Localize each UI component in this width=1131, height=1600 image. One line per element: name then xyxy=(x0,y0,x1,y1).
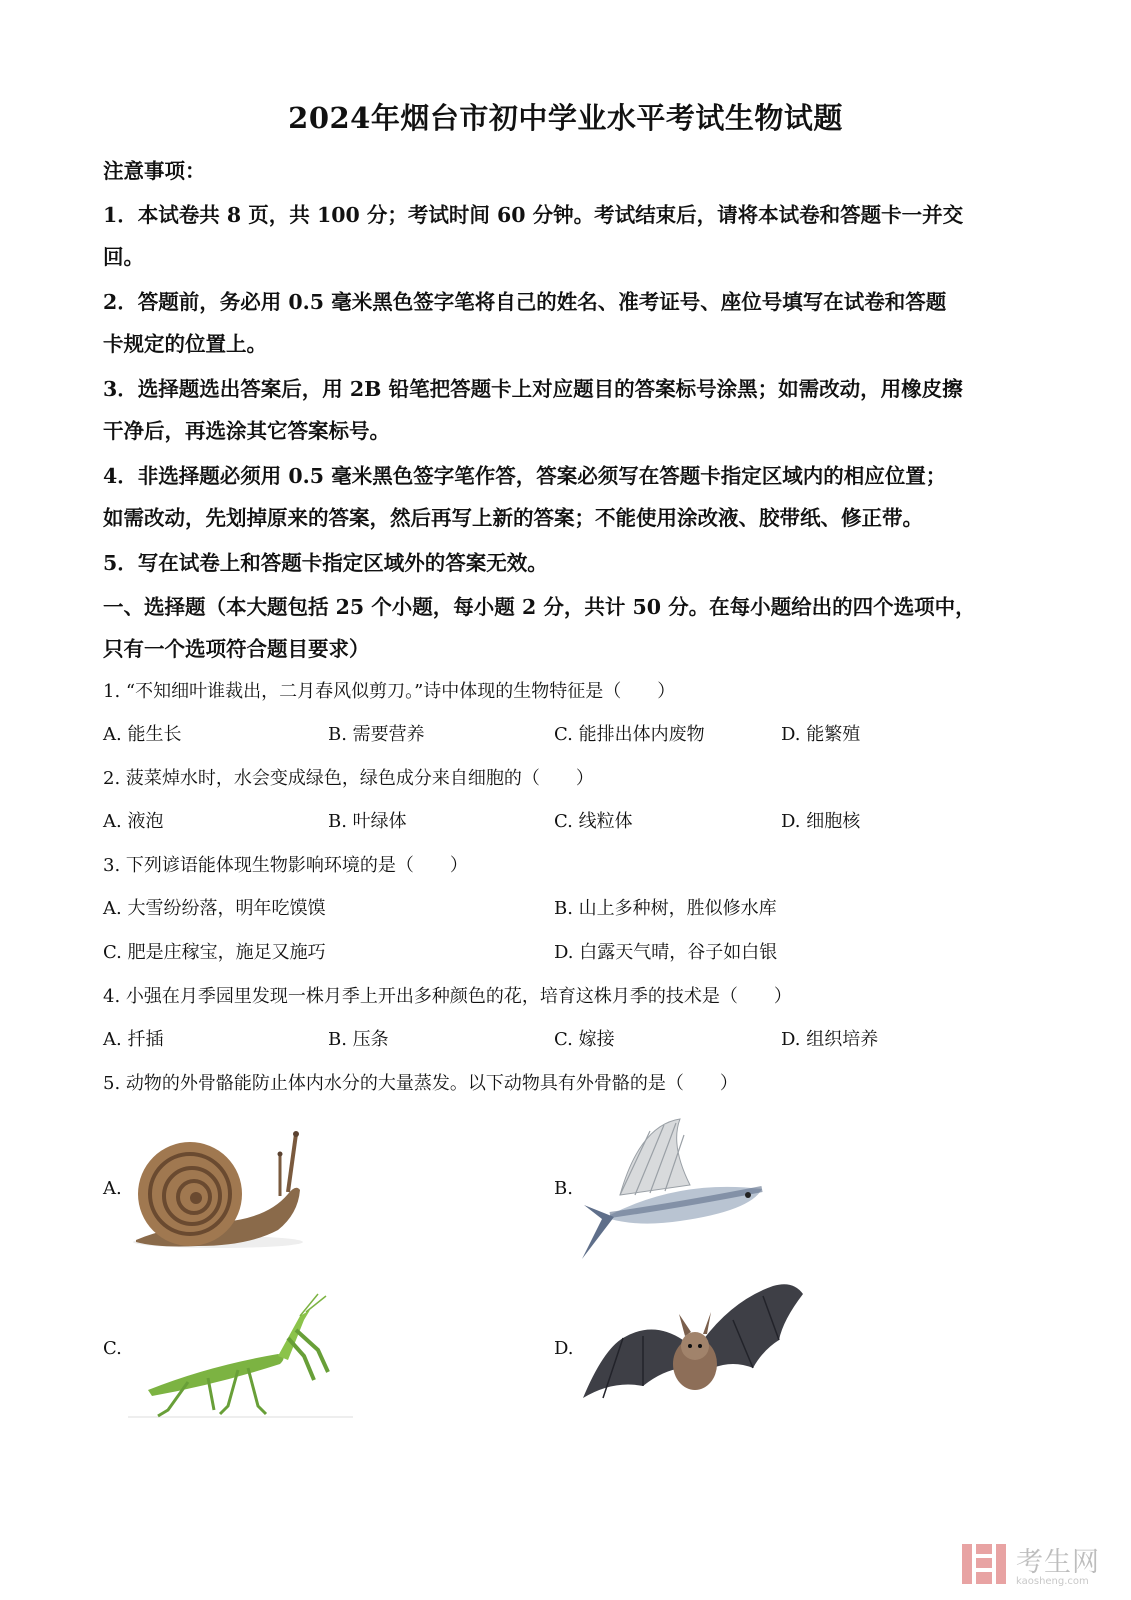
question-1-option-b: B. 需要营养 xyxy=(328,724,425,745)
flying-fish-image xyxy=(580,1115,770,1265)
note-1-line-1: 1．本试卷共 8 页，共 100 分；考试时间 60 分钟。考试结束后，请将本试卷和答题卡一并交 xyxy=(103,203,964,227)
question-2-option-b: B. 叶绿体 xyxy=(328,811,407,832)
watermark-url: kaosheng.com xyxy=(1016,1576,1089,1587)
note-1-line-2: 回。 xyxy=(103,245,144,269)
question-2-stem: 2. 菠菜焯水时，水会变成绿色，绿色成分来自细胞的（ ） xyxy=(103,768,594,789)
question-4-option-d: D. 组织培养 xyxy=(781,1029,879,1050)
section-heading-line-2: 只有一个选项符合题目要求） xyxy=(103,637,370,661)
note-3-line-2: 干净后，再选涂其它答案标号。 xyxy=(103,419,390,443)
question-1-option-d: D. 能繁殖 xyxy=(781,724,861,745)
question-5-option-a-label: A. xyxy=(103,1178,122,1199)
section-heading-line-1: 一、选择题（本大题包括 25 个小题，每小题 2 分，共计 50 分。在每小题给出的四个选项中， xyxy=(103,595,976,619)
question-1-stem: 1. “不知细叶谁裁出，二月春风似剪刀。”诗中体现的生物特征是（ ） xyxy=(103,681,676,702)
question-3-option-c: C. 肥是庄稼宝，施足又施巧 xyxy=(103,942,326,963)
question-3-option-a: A. 大雪纷纷落，明年吃馍馍 xyxy=(103,898,326,919)
question-3-option-b: B. 山上多种树，胜似修水库 xyxy=(554,898,777,919)
question-5-stem: 5. 动物的外骨骼能防止体内水分的大量蒸发。以下动物具有外骨骼的是（ ） xyxy=(103,1073,738,1094)
page-title: 2024年烟台市初中学业水平考试生物试题 xyxy=(288,101,843,135)
question-2-option-a: A. 液泡 xyxy=(103,811,164,832)
question-5-option-d-label: D. xyxy=(554,1338,574,1359)
question-2-option-d: D. 细胞核 xyxy=(781,811,861,832)
bat-image xyxy=(583,1280,803,1405)
question-5-option-c-label: C. xyxy=(103,1338,122,1359)
question-3-stem: 3. 下列谚语能体现生物影响环境的是（ ） xyxy=(103,855,468,876)
question-4-option-b: B. 压条 xyxy=(328,1029,389,1050)
note-5: 5．写在试卷上和答题卡指定区域外的答案无效。 xyxy=(103,551,548,575)
mantis-image xyxy=(128,1290,353,1420)
note-4-line-2: 如需改动，先划掉原来的答案，然后再写上新的答案；不能使用涂改液、胶带纸、修正带。 xyxy=(103,506,923,530)
notes-heading: 注意事项： xyxy=(103,159,206,183)
question-4-stem: 4. 小强在月季园里发现一株月季上开出多种颜色的花，培育这株月季的技术是（ ） xyxy=(103,986,792,1007)
question-2-option-c: C. 线粒体 xyxy=(554,811,633,832)
question-4-option-a: A. 扦插 xyxy=(103,1029,164,1050)
snail-image xyxy=(128,1130,308,1255)
question-5-option-b-label: B. xyxy=(554,1178,573,1199)
question-1-option-a: A. 能生长 xyxy=(103,724,182,745)
question-3-option-d: D. 白露天气晴，谷子如白银 xyxy=(554,942,778,963)
note-3-line-1: 3．选择题选出答案后，用 2B 铅笔把答题卡上对应题目的答案标号涂黑；如需改动，用橡皮擦 xyxy=(103,377,963,401)
note-2-line-2: 卡规定的位置上。 xyxy=(103,332,267,356)
question-1-option-c: C. 能排出体内废物 xyxy=(554,724,705,745)
note-2-line-1: 2．答题前，务必用 0.5 毫米黑色签字笔将自己的姓名、准考证号、座位号填写在试卷和答题 xyxy=(103,290,947,314)
watermark-text: 考生网 xyxy=(1016,1547,1100,1578)
question-4-option-c: C. 嫁接 xyxy=(554,1029,615,1050)
note-4-line-1: 4．非选择题必须用 0.5 毫米黑色签字笔作答，答案必须写在答题卡指定区域内的相应位置； xyxy=(103,464,947,488)
